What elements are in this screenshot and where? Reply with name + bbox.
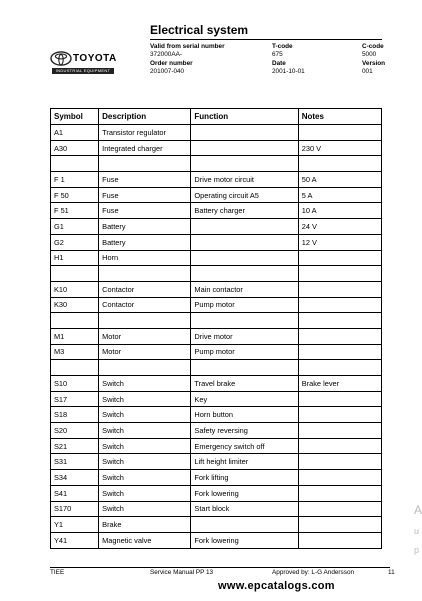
- valid-from-value: 372000AA-: [150, 51, 182, 58]
- cell-notes: Brake lever: [298, 376, 381, 392]
- table-header-row: [51, 109, 382, 125]
- cell-description: [99, 156, 191, 172]
- cell-notes: [298, 344, 381, 360]
- cell-symbol: S18: [51, 407, 99, 423]
- cell-notes: [298, 407, 381, 423]
- table-row: [51, 234, 382, 250]
- cell-function: Drive motor circuit: [191, 172, 298, 188]
- tcode-label: T-code: [272, 43, 293, 50]
- cell-description: Battery: [99, 234, 191, 250]
- cell-notes: [298, 266, 381, 282]
- cell-symbol: S31: [51, 454, 99, 470]
- cell-symbol: Y1: [51, 517, 99, 533]
- cell-description: Switch: [99, 423, 191, 439]
- table-row: [51, 328, 382, 344]
- cell-symbol: S17: [51, 391, 99, 407]
- cell-notes: [298, 454, 381, 470]
- cell-symbol: F 1: [51, 172, 99, 188]
- cell-symbol: A30: [51, 140, 99, 156]
- cell-notes: [298, 360, 381, 376]
- valid-from-label: Valid from serial number: [150, 43, 225, 50]
- table-row: [51, 250, 382, 266]
- cell-symbol: Y41: [51, 532, 99, 548]
- cell-description: Fuse: [99, 203, 191, 219]
- cell-notes: [298, 485, 381, 501]
- cell-symbol: M3: [51, 344, 99, 360]
- table-row: [51, 407, 382, 423]
- cell-notes: 5 A: [298, 187, 381, 203]
- brand-subtitle: INDUSTRIAL EQUIPMENT: [52, 68, 114, 74]
- table-row: [51, 125, 382, 141]
- cell-notes: [298, 501, 381, 517]
- cell-description: Fuse: [99, 172, 191, 188]
- header-divider: [150, 39, 382, 40]
- table-row: [51, 297, 382, 313]
- page-title: Electrical system: [150, 23, 249, 37]
- table-row: [51, 423, 382, 439]
- column-header-description: Description: [99, 109, 191, 125]
- cell-function: [191, 266, 298, 282]
- cell-symbol: K10: [51, 281, 99, 297]
- table-row: [51, 391, 382, 407]
- cell-symbol: S10: [51, 376, 99, 392]
- component-table: [50, 108, 382, 549]
- cell-symbol: [51, 360, 99, 376]
- table-row: [51, 376, 382, 392]
- cell-description: Horn: [99, 250, 191, 266]
- cell-description: Switch: [99, 391, 191, 407]
- table-row: [51, 187, 382, 203]
- cell-description: Brake: [99, 517, 191, 533]
- cell-notes: [298, 297, 381, 313]
- watermark-link[interactable]: www.epcatalogs.com: [218, 580, 335, 592]
- table-row: [51, 454, 382, 470]
- date-value: 2001-10-01: [272, 68, 305, 75]
- cell-function: Key: [191, 391, 298, 407]
- cell-symbol: F 50: [51, 187, 99, 203]
- cell-function: Drive motor: [191, 328, 298, 344]
- cell-notes: 50 A: [298, 172, 381, 188]
- cell-function: Fork lifting: [191, 470, 298, 486]
- column-header-symbol: Symbol: [51, 109, 99, 125]
- cell-function: [191, 517, 298, 533]
- cell-function: [191, 313, 298, 329]
- brand-name: TOYOTA: [73, 53, 117, 64]
- cell-symbol: S34: [51, 470, 99, 486]
- cell-description: Switch: [99, 454, 191, 470]
- cell-description: Switch: [99, 485, 191, 501]
- cell-notes: [298, 391, 381, 407]
- cell-function: [191, 360, 298, 376]
- table-row: [51, 281, 382, 297]
- cell-notes: [298, 438, 381, 454]
- cell-function: Fork lowering: [191, 532, 298, 548]
- cell-function: [191, 250, 298, 266]
- cell-description: Contactor: [99, 281, 191, 297]
- cell-function: Horn button: [191, 407, 298, 423]
- cell-function: Fork lowering: [191, 485, 298, 501]
- cell-description: Motor: [99, 328, 191, 344]
- date-label: Date: [272, 60, 286, 67]
- ccode-value: 5000: [362, 51, 377, 58]
- cell-symbol: S21: [51, 438, 99, 454]
- order-number-value: 201007-040: [150, 68, 185, 75]
- cell-function: Emergency switch off: [191, 438, 298, 454]
- cell-description: [99, 266, 191, 282]
- column-header-notes: Notes: [298, 109, 381, 125]
- cell-symbol: S20: [51, 423, 99, 439]
- table-row: [51, 344, 382, 360]
- cell-description: Battery: [99, 219, 191, 235]
- cell-function: Battery charger: [191, 203, 298, 219]
- table-row: [51, 517, 382, 533]
- cell-notes: 24 V: [298, 219, 381, 235]
- cell-function: Safety reversing: [191, 423, 298, 439]
- cell-description: [99, 313, 191, 329]
- edge-glyph-3: p: [414, 545, 420, 555]
- cell-function: Pump motor: [191, 297, 298, 313]
- cell-symbol: G1: [51, 219, 99, 235]
- table-row: [51, 313, 382, 329]
- cell-notes: 10 A: [298, 203, 381, 219]
- ccode-label: C-code: [362, 43, 384, 50]
- table-row: [51, 156, 382, 172]
- cell-symbol: S41: [51, 485, 99, 501]
- cell-notes: [298, 517, 381, 533]
- cell-description: Switch: [99, 407, 191, 423]
- cell-symbol: [51, 313, 99, 329]
- cell-notes: [298, 125, 381, 141]
- cell-function: Travel brake: [191, 376, 298, 392]
- cell-description: Switch: [99, 470, 191, 486]
- version-value: 001: [362, 68, 373, 75]
- cell-notes: [298, 470, 381, 486]
- cell-function: [191, 140, 298, 156]
- cell-notes: [298, 423, 381, 439]
- cell-function: Pump motor: [191, 344, 298, 360]
- edge-glyph-1: A: [414, 503, 422, 517]
- cell-function: Operating circuit A5: [191, 187, 298, 203]
- table-row: [51, 485, 382, 501]
- footer-manual: Service Manual PP 13: [150, 569, 214, 576]
- cell-description: Contactor: [99, 297, 191, 313]
- column-header-function: Function: [191, 109, 298, 125]
- cell-function: Main contactor: [191, 281, 298, 297]
- table-row: [51, 470, 382, 486]
- table-row: [51, 219, 382, 235]
- table-row: [51, 203, 382, 219]
- cell-function: Lift height limiter: [191, 454, 298, 470]
- cell-description: Transistor regulator: [99, 125, 191, 141]
- cell-notes: [298, 328, 381, 344]
- cell-notes: [298, 156, 381, 172]
- cell-description: Switch: [99, 501, 191, 517]
- cell-symbol: H1: [51, 250, 99, 266]
- cell-symbol: [51, 156, 99, 172]
- cell-description: Switch: [99, 376, 191, 392]
- cell-symbol: G2: [51, 234, 99, 250]
- table-body: [51, 125, 382, 549]
- cell-function: Start block: [191, 501, 298, 517]
- cell-description: Integrated charger: [99, 140, 191, 156]
- toyota-logo: [50, 51, 122, 77]
- table-row: [51, 532, 382, 548]
- cell-symbol: [51, 266, 99, 282]
- cell-notes: 230 V: [298, 140, 381, 156]
- footer-approved: Approved by: L-G Andersson: [272, 569, 355, 576]
- cell-function: [191, 234, 298, 250]
- table-row: [51, 438, 382, 454]
- footer-org: TIEE: [50, 569, 65, 576]
- footer-page-number: 11: [388, 569, 395, 576]
- toyota-emblem-icon: [50, 51, 72, 66]
- table-row: [51, 266, 382, 282]
- cell-symbol: K30: [51, 297, 99, 313]
- order-number-label: Order number: [150, 60, 193, 67]
- cell-notes: 12 V: [298, 234, 381, 250]
- cell-description: Switch: [99, 438, 191, 454]
- tcode-value: 675: [272, 51, 283, 58]
- table-row: [51, 501, 382, 517]
- cell-function: [191, 125, 298, 141]
- cell-notes: [298, 281, 381, 297]
- footer-divider: [50, 567, 390, 568]
- cell-description: Fuse: [99, 187, 191, 203]
- table-row: [51, 360, 382, 376]
- cell-function: [191, 156, 298, 172]
- table-row: [51, 172, 382, 188]
- cell-description: [99, 360, 191, 376]
- edge-glyph-2: u: [414, 526, 420, 536]
- version-label: Version: [362, 60, 386, 67]
- cell-symbol: S170: [51, 501, 99, 517]
- cell-description: Magnetic valve: [99, 532, 191, 548]
- cell-notes: [298, 313, 381, 329]
- cell-symbol: F 51: [51, 203, 99, 219]
- table-row: [51, 140, 382, 156]
- cell-notes: [298, 250, 381, 266]
- cell-notes: [298, 532, 381, 548]
- cell-symbol: M1: [51, 328, 99, 344]
- cell-symbol: A1: [51, 125, 99, 141]
- cell-description: Motor: [99, 344, 191, 360]
- cell-function: [191, 219, 298, 235]
